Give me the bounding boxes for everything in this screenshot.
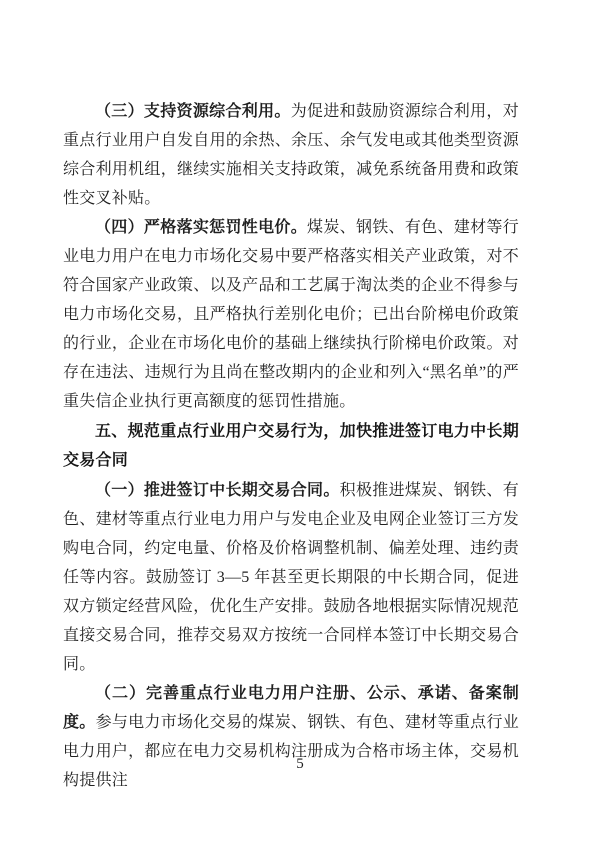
paragraph-item-3 [63,97,519,213]
paragraph-item-4 [63,213,519,416]
paragraph-5-1-body: 积极推进煤炭、钢铁、有色、建材等重点行业电力用户与发电企业及电网企业签订三方发购电合同，约定电量、价格及价格调整机制、偏差处理、违约责任等内容。鼓励签订 3—5 年甚至更长期限的中长期合同，促进双方锁定经营风险，优化生产安排。鼓励各地根据实际情况规范直接交易合同，推荐交易双方按统一合同样本签订中长期交易合同。 [63,482,519,673]
section-5-heading: 五、规范重点行业用户交易行为，加快推进签订电力中长期交易合同 [63,423,519,469]
paragraph-item-5-2 [63,679,519,795]
document-content [63,97,519,795]
paragraph-5-1-lead: （一）推进签订中长期交易合同。 [95,482,340,499]
paragraph-5-2-body: 参与电力市场化交易的煤炭、钢铁、有色、建材等重点行业电力用户，都应在电力交易机构注册成为合格市场主体，交易机构提供注 [63,714,519,789]
page-number: 5 [296,756,304,772]
paragraph-item-5-1 [63,476,519,679]
paragraph-4-lead: （四）严格落实惩罚性电价。 [95,219,308,236]
paragraph-5-2-lead: （二）完善重点行业电力用户注册、公示、承诺、备案制度。 [63,685,519,731]
paragraph-3-lead: （三）支持资源综合利用。 [95,103,291,120]
paragraph-3-body: 为促进和鼓励资源综合利用，对重点行业用户自发自用的余热、余压、余气发电或其他类型资源综合利用机组，继续实施相关支持政策，减免系统备用费和政策性交叉补贴。 [63,103,519,207]
paragraph-4-body: 煤炭、钢铁、有色、建材等行业电力用户在电力市场化交易中要严格落实相关产业政策，对不符合国家产业政策、以及产品和工艺属于淘汰类的企业不得参与电力市场化交易，且严格执行差别化电价；已出台阶梯电价政策的行业，企业在市场化电价的基础上继续执行阶梯电价政策。对存在违法、违规行为且尚在整改期内的企业和列入“黑名单”的严重失信企业执行更高额度的惩罚性措施。 [63,219,519,410]
